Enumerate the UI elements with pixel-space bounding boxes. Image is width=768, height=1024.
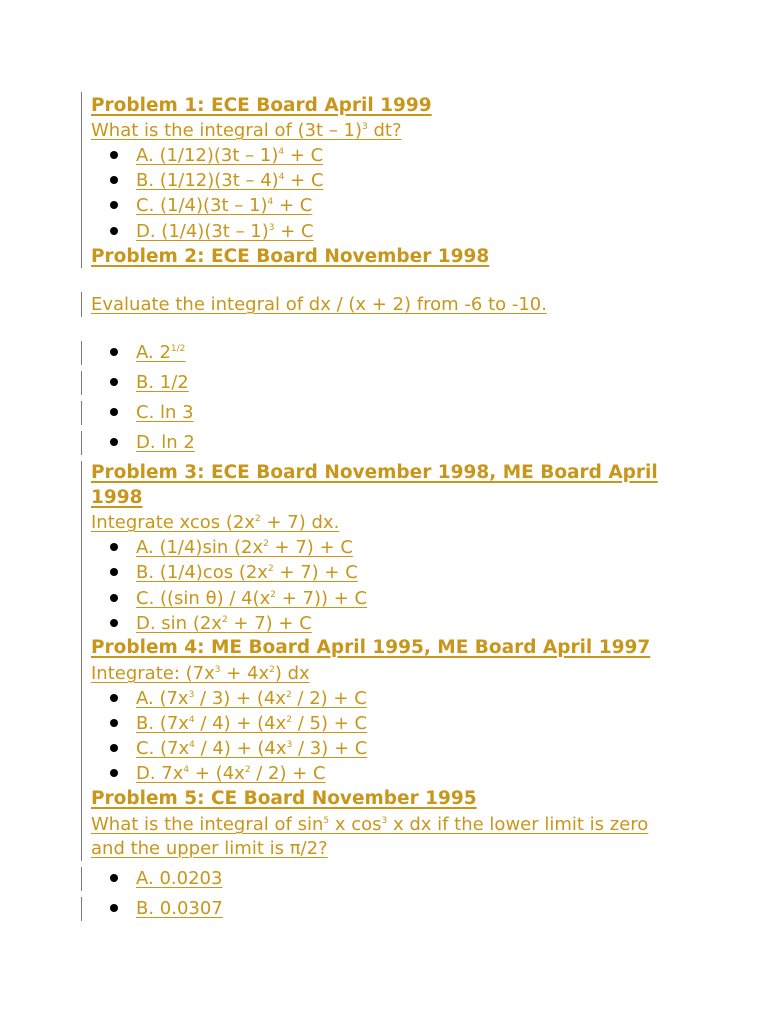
problem-4-option-d[interactable]: D. $7x^4 + (4x^2 / 2) + C$ bbox=[136, 763, 326, 784]
margin-bar bbox=[81, 292, 82, 317]
bullet bbox=[110, 151, 118, 159]
problem-1-title[interactable]: Problem 1: ECE Board April 1999 bbox=[91, 95, 432, 116]
problem-1-question[interactable]: What is the integral of (3t – 1)$^3$ dt? bbox=[91, 120, 402, 141]
problem-2-title[interactable]: Problem 2: ECE Board November 1998 bbox=[91, 246, 490, 267]
bullet bbox=[110, 348, 118, 356]
problem-3-title[interactable]: Problem 3: ECE Board November 1998, ME Board April bbox=[91, 462, 658, 483]
problem-2-option-a[interactable]: A. $2^{1/2}$ bbox=[136, 342, 186, 363]
problem-5-title[interactable]: Problem 5: CE Board November 1995 bbox=[91, 788, 477, 809]
bullet bbox=[110, 719, 118, 727]
problem-5-option-b[interactable]: B. 0.0307 bbox=[136, 898, 223, 919]
bullet bbox=[110, 543, 118, 551]
problem-5-option-a[interactable]: A. 0.0203 bbox=[136, 868, 223, 889]
margin-bar bbox=[81, 371, 82, 395]
problem-2-question[interactable]: Evaluate the integral of dx / (x + 2) from -6 to -10. bbox=[91, 294, 547, 315]
problem-3-option-c[interactable]: C. ((sin $\theta) / 4(x^2 + 7)) + C$ bbox=[136, 588, 368, 609]
problem-2-option-c[interactable]: C. ln 3 bbox=[136, 402, 194, 423]
bullet bbox=[110, 408, 118, 416]
problem-1-option-b[interactable]: B. (1/12)(3t – 4)$^4$ + C bbox=[136, 170, 324, 191]
problem-5-question-continued[interactable]: and the upper limit is π/2? bbox=[91, 838, 328, 859]
problem-2-option-d[interactable]: D. ln 2 bbox=[136, 432, 195, 453]
bullet bbox=[110, 594, 118, 602]
bullet bbox=[110, 744, 118, 752]
problem-3-option-a[interactable]: A. (1/4)sin $(2x^2 + 7) + C$ bbox=[136, 537, 353, 558]
margin-bar bbox=[81, 401, 82, 425]
problem-4-option-a[interactable]: A. $(7x^3 / 3) + (4x^2 / 2) + C$ bbox=[136, 688, 367, 709]
bullet bbox=[110, 227, 118, 235]
problem-2-option-b[interactable]: B. 1/2 bbox=[136, 372, 189, 393]
margin-bar bbox=[81, 461, 82, 861]
problem-1-option-d[interactable]: D. (1/4)(3t – 1)$^3$ + C bbox=[136, 221, 314, 242]
problem-4-option-b[interactable]: B. $(7x^4 / 4) + (4x^2 / 5) + C$ bbox=[136, 713, 368, 734]
bullet bbox=[110, 176, 118, 184]
bullet bbox=[110, 201, 118, 209]
bullet bbox=[110, 378, 118, 386]
problem-3-question[interactable]: Integrate xcos $(2x^2 + 7)$ dx. bbox=[91, 512, 340, 533]
bullet bbox=[110, 904, 118, 912]
margin-bar bbox=[81, 92, 82, 268]
margin-bar bbox=[81, 897, 82, 921]
problem-4-question[interactable]: Integrate: $(7x^3 + 4x^2)$ dx bbox=[91, 663, 310, 684]
problem-1-option-a[interactable]: A. (1/12)(3t – 1)$^4$ + C bbox=[136, 145, 324, 166]
problem-1-option-c[interactable]: C. (1/4)(3t – 1)$^4$ + C bbox=[136, 195, 313, 216]
problem-4-option-c[interactable]: C. $(7x^4 / 4) + (4x^3 / 3) + C$ bbox=[136, 738, 368, 759]
bullet bbox=[110, 568, 118, 576]
problem-3-option-b[interactable]: B. (1/4)cos $(2x^2 + 7) + C$ bbox=[136, 562, 358, 583]
margin-bar bbox=[81, 341, 82, 365]
margin-bar bbox=[81, 431, 82, 455]
problem-3-option-d[interactable]: D. $\sin (2x^2 + 7) + C$ bbox=[136, 613, 312, 634]
problem-3-title-continued[interactable]: 1998 bbox=[91, 487, 143, 508]
bullet bbox=[110, 874, 118, 882]
bullet bbox=[110, 619, 118, 627]
problem-5-question[interactable]: What is the integral of $\sin^5 x$ $\cos^3 x$ dx if the lower limit is zero bbox=[91, 814, 649, 835]
margin-bar bbox=[81, 867, 82, 891]
problem-4-title[interactable]: Problem 4: ME Board April 1995, ME Board April 1997 bbox=[91, 637, 651, 658]
bullet bbox=[110, 438, 118, 446]
bullet bbox=[110, 769, 118, 777]
bullet bbox=[110, 694, 118, 702]
